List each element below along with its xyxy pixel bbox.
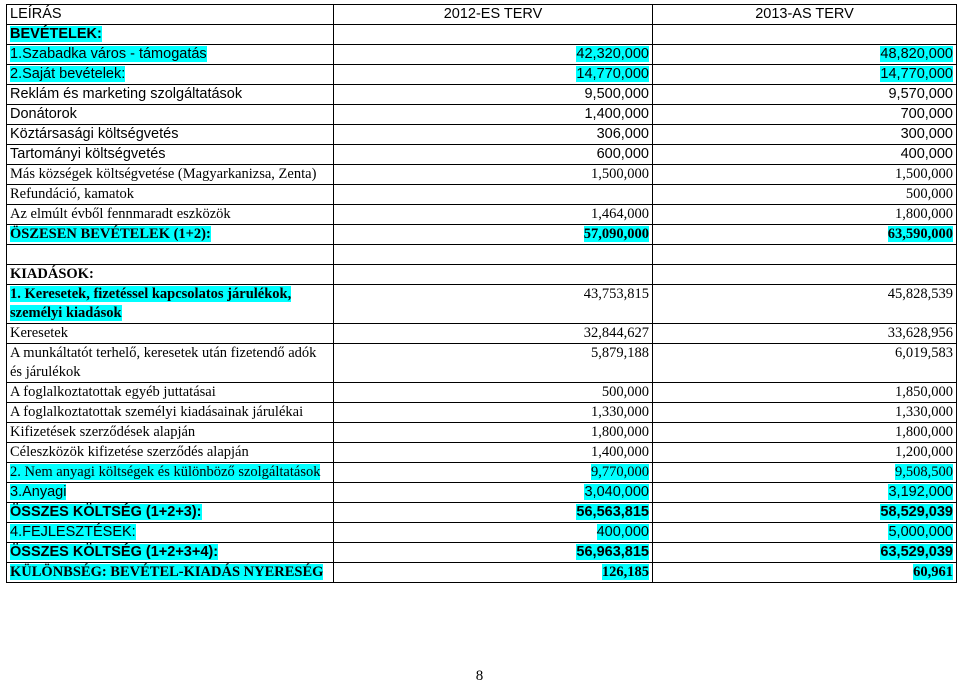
value-2013: 400,000: [653, 145, 957, 165]
value-2013: 9,508,500: [895, 464, 953, 480]
table-row: [7, 165, 957, 185]
value-2013: 1,330,000: [653, 403, 957, 423]
spacer-row: [7, 245, 957, 265]
table-row: [7, 225, 957, 245]
row-label: Refundáció, kamatok: [7, 185, 334, 205]
value-2012: 43,753,815: [334, 285, 653, 324]
row-label: 2.Saját bevételek:: [10, 66, 126, 82]
table-row: [7, 185, 957, 205]
table-row: [7, 145, 957, 165]
table-row: [7, 523, 957, 543]
row-label: Reklám és marketing szolgáltatások: [7, 85, 334, 105]
table-row: [7, 443, 957, 463]
row-label: Tartományi költségvetés: [7, 145, 334, 165]
value-2012: 1,500,000: [334, 165, 653, 185]
total-revenues-label: ÖSZESEN BEVÉTELEK (1+2):: [10, 226, 211, 242]
table-row: [7, 483, 957, 503]
value-2012: 1,464,000: [334, 205, 653, 225]
row-label: A foglalkoztatottak személyi kiadásainak járulékai: [7, 403, 334, 423]
value-2013: 6,019,583: [653, 344, 957, 383]
row-label: 2. Nem anyagi költségek és különböző szolgáltatások: [10, 464, 321, 480]
value-2012: 9,770,000: [591, 464, 649, 480]
table-row: [7, 105, 957, 125]
table-row: [7, 383, 957, 403]
table-row: [7, 403, 957, 423]
row-label: Az elmúlt évből fennmaradt eszközök: [7, 205, 334, 225]
value-2013: 500,000: [653, 185, 957, 205]
table-row: [7, 205, 957, 225]
value-2012: 57,090,000: [583, 226, 649, 242]
revenues-heading: BEVÉTELEK:: [10, 26, 102, 42]
value-2013: 300,000: [653, 125, 957, 145]
table-row: [7, 543, 957, 563]
value-2012: 56,963,815: [576, 544, 649, 560]
grand-total-costs-label: ÖSSZES KÖLTSÉG (1+2+3+4):: [10, 544, 219, 560]
value-2012: 1,330,000: [334, 403, 653, 423]
table-row: [7, 125, 957, 145]
value-2012: 1,400,000: [334, 105, 653, 125]
value-2013: 3,192,000: [888, 484, 953, 500]
table-row: [7, 65, 957, 85]
value-2012: 126,185: [601, 564, 649, 580]
table-row: [7, 85, 957, 105]
value-2012: 3,040,000: [584, 484, 649, 500]
value-2012: 1,800,000: [334, 423, 653, 443]
value-2013: 48,820,000: [880, 46, 953, 62]
row-label: Kifizetések szerződések alapján: [7, 423, 334, 443]
value-2012: 32,844,627: [334, 324, 653, 344]
table-row: [7, 324, 957, 344]
header-description: LEÍRÁS: [7, 5, 334, 25]
value-2012: 1,400,000: [334, 443, 653, 463]
value-2012: 56,563,815: [576, 504, 649, 520]
value-2013: 1,500,000: [653, 165, 957, 185]
value-2013: 1,800,000: [653, 423, 957, 443]
table-row: [7, 285, 957, 324]
value-2012: [334, 185, 653, 205]
value-2013: 1,850,000: [653, 383, 957, 403]
table-row: [7, 503, 957, 523]
value-2013: 5,000,000: [888, 524, 953, 540]
value-2012: 400,000: [596, 524, 649, 540]
value-2012: 600,000: [334, 145, 653, 165]
budget-table: [6, 4, 957, 583]
table-row: [7, 265, 957, 285]
value-2013: 1,800,000: [653, 205, 957, 225]
row-label: Köztársasági költségvetés: [7, 125, 334, 145]
row-label: 4.FEJLESZTÉSEK:: [10, 524, 136, 540]
row-label: Más községek költségvetése (Magyarkanizsa, Zenta): [7, 165, 334, 185]
header-2012-plan: 2012-ES TERV: [334, 5, 653, 25]
table-row: [7, 423, 957, 443]
value-2013: 700,000: [653, 105, 957, 125]
value-2013: 63,590,000: [887, 226, 953, 242]
row-label: 1.Szabadka város - támogatás: [10, 46, 207, 62]
value-2013: 14,770,000: [880, 66, 953, 82]
table-header-row: [7, 5, 957, 25]
value-2013: 63,529,039: [880, 544, 953, 560]
value-2012: 306,000: [334, 125, 653, 145]
row-label: Donátorok: [7, 105, 334, 125]
value-2013: 9,570,000: [653, 85, 957, 105]
row-label: 1. Keresetek, fizetéssel kapcsolatos járulékok, személyi kiadások: [10, 286, 292, 321]
table-row: [7, 45, 957, 65]
value-2012: 500,000: [334, 383, 653, 403]
expenses-heading: KIADÁSOK:: [7, 265, 334, 285]
value-2013: 58,529,039: [880, 504, 953, 520]
value-2013: 60,961: [913, 564, 953, 580]
row-label: Keresetek: [7, 324, 334, 344]
value-2012: 9,500,000: [334, 85, 653, 105]
row-label: Céleszközök kifizetése szerződés alapján: [7, 443, 334, 463]
value-2012: 42,320,000: [576, 46, 649, 62]
table-row: [7, 563, 957, 583]
row-label: A foglalkoztatottak egyéb juttatásai: [7, 383, 334, 403]
value-2013: 33,628,956: [653, 324, 957, 344]
row-label: A munkáltatót terhelő, keresetek után fizetendő adók és járulékok: [7, 344, 334, 383]
table-row: [7, 25, 957, 45]
table-row: [7, 463, 957, 483]
total-costs-label: ÖSSZES KÖLTSÉG (1+2+3):: [10, 504, 202, 520]
value-2012: 5,879,188: [334, 344, 653, 383]
value-2013: 45,828,539: [653, 285, 957, 324]
page-number: 8: [475, 668, 484, 684]
value-2012: 14,770,000: [576, 66, 649, 82]
header-2013-plan: 2013-AS TERV: [653, 5, 957, 25]
value-2013: 1,200,000: [653, 443, 957, 463]
difference-label: KÜLÖNBSÉG: BEVÉTEL-KIADÁS NYERESÉG: [10, 564, 324, 580]
row-label: 3.Anyagi: [10, 484, 67, 500]
table-row: [7, 344, 957, 383]
